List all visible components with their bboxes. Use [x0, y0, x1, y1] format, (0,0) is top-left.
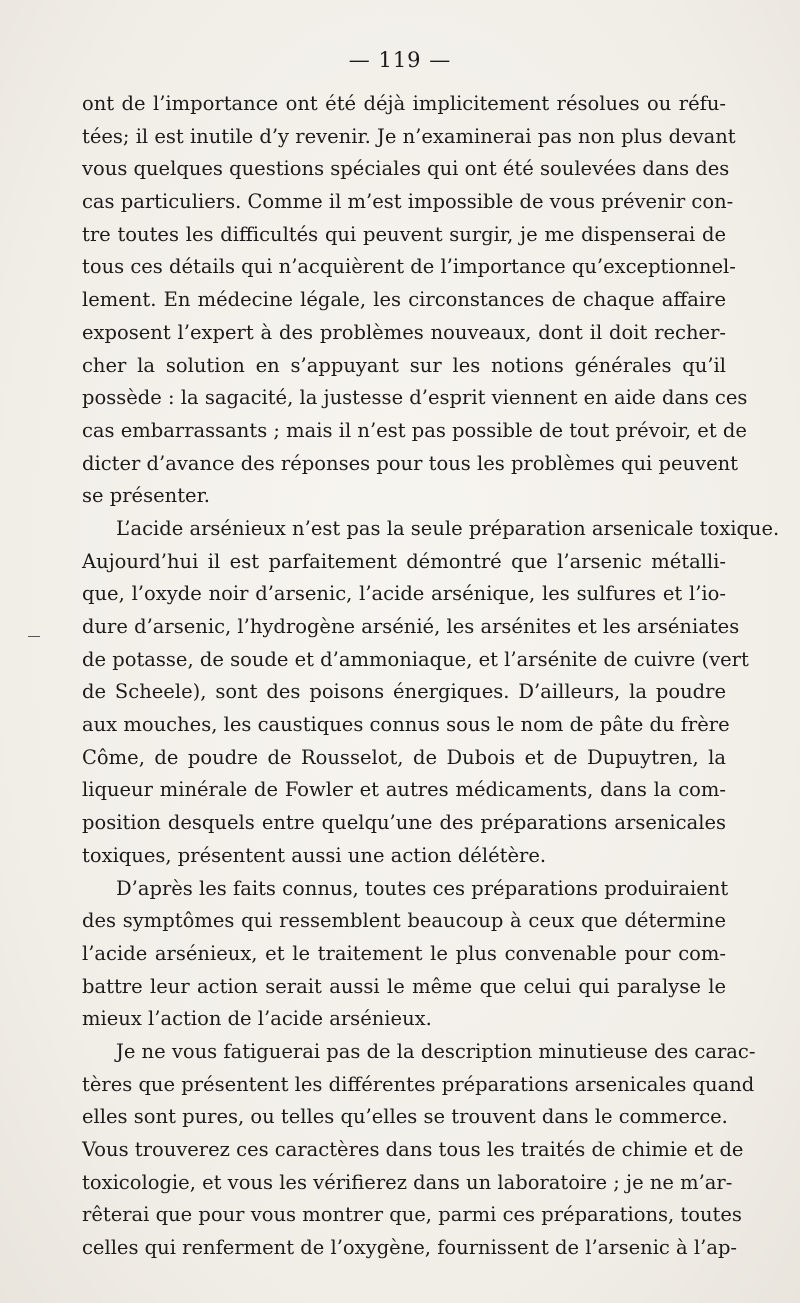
text-line: cher la solution en s’appuyant sur les notions générales qu’il: [82, 353, 726, 377]
text-line: Côme, de poudre de Rousselot, de Dubois et de Dupuytren, la: [82, 745, 726, 769]
text-line: Je ne vous fatiguerai pas de la description minutieuse des carac-: [116, 1039, 756, 1063]
text-line: Aujourd’hui il est parfaitement démontré que l’arsenic métalli-: [82, 549, 726, 573]
text-line: toxiques, présentent aussi une action délétère.: [82, 843, 547, 867]
text-line: Vous trouverez ces caractères dans tous les traités de chimie et de: [82, 1138, 744, 1161]
text-line: possède : la sagacité, la justesse d’esprit viennent en aide dans ces: [82, 386, 748, 410]
text-line: ont de l’importance ont été déjà implicitement résolues ou réfu-: [82, 92, 726, 115]
text-line: se présenter.: [82, 484, 210, 508]
text-line: tre toutes les difficultés qui peuvent surgir, je me dispenserai de: [82, 222, 726, 246]
text-line: toxicologie, et vous les vérifierez dans un laboratoire ; je ne m’ar-: [82, 1170, 733, 1194]
text-line: mieux l’action de l’acide arsénieux.: [82, 1007, 432, 1031]
text-line: tées; il est inutile d’y revenir. Je n’examinerai pas non plus devant: [82, 124, 736, 148]
text-line: cas particuliers. Comme il m’est impossible de vous prévenir con-: [82, 190, 734, 214]
text-line: exposent l’expert à des problèmes nouveaux, dont il doit recher-: [82, 320, 726, 344]
text-line: L’acide arsénieux n’est pas la seule préparation arsenicale toxique.: [116, 516, 780, 540]
text-line: tous ces détails qui n’acquièrent de l’importance qu’exceptionnel-: [82, 255, 736, 279]
text-line: aux mouches, les caustiques connus sous le nom de pâte du frère: [82, 713, 730, 737]
text-line: vous quelques questions spéciales qui ont été soulevées dans des: [82, 157, 730, 181]
text-line: rêterai que pour vous montrer que, parmi ces préparations, toutes: [82, 1203, 742, 1227]
margin-mark: [28, 636, 40, 637]
text-line: liqueur minérale de Fowler et autres médicaments, dans la com-: [82, 778, 726, 802]
text-line: dure d’arsenic, l’hydrogène arsénié, les arsénites et les arséniates: [82, 615, 740, 638]
text-line: celles qui renferment de l’oxygène, fournissent de l’arsenic à l’ap-: [82, 1236, 738, 1260]
paragraph: [82, 88, 748, 513]
text-line: tères que présentent les différentes préparations arsenicales quand: [82, 1072, 755, 1096]
text-line: l’acide arsénieux, et le traitement le plus convenable pour com-: [82, 941, 726, 965]
body-text: [82, 88, 780, 1265]
text-line: que, l’oxyde noir d’arsenic, l’acide arsénique, les sulfures et l’io-: [82, 582, 726, 606]
text-line: dicter d’avance des réponses pour tous les problèmes qui peuvent: [82, 451, 739, 475]
text-line: de potasse, de soude et d’ammoniaque, et l’arsénite de cuivre (vert: [82, 647, 749, 671]
text-line: cas embarrassants ; mais il n’est pas possible de tout prévoir, et de: [82, 418, 747, 442]
text-line: position desquels entre quelqu’une des préparations arsenicales: [82, 811, 726, 835]
paragraph: [82, 513, 780, 873]
text-line: battre leur action serait aussi le même que celui qui paralyse le: [82, 974, 726, 998]
text-line: lement. En médecine légale, les circonstances de chaque affaire: [82, 288, 726, 312]
text-line: des symptômes qui ressemblent beaucoup à ceux que détermine: [82, 909, 726, 933]
paragraph: [82, 873, 729, 1036]
paragraph: [82, 1036, 756, 1265]
page-number: — 119 —: [348, 48, 452, 72]
text-line: D’après les faits connus, toutes ces préparations produiraient: [116, 876, 729, 900]
text-line: de Scheele), sont des poisons énergiques. D’ailleurs, la poudre: [82, 680, 726, 704]
text-line: elles sont pures, ou telles qu’elles se trouvent dans le commerce.: [82, 1105, 728, 1129]
